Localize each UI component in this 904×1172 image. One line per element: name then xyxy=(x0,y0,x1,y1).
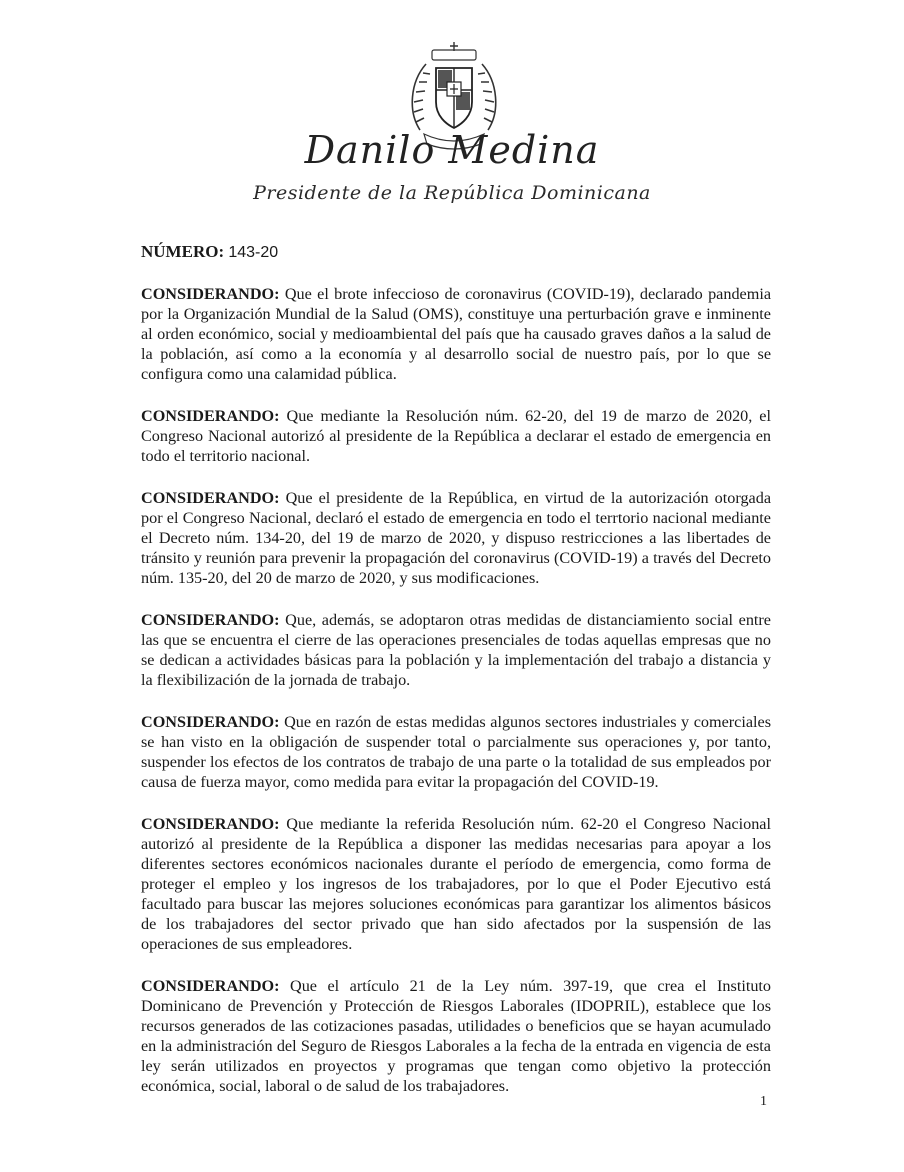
page-number: 1 xyxy=(760,1094,767,1109)
decree-number-value: 143-20 xyxy=(228,244,279,261)
paragraph-text: Que el presidente de la República, en virtud de la autorización otorgada por el Congreso Nacional, declaró el estado de emergencia en todo el terrtorio nacional mediante el Decreto núm. 134-20, del 19 de marzo de 2020, y dispuso restricciones a las libertades de tránsito y reunión para prevenir la propagación del coronavirus (COVID-19) a través del Decreto núm. 135-20, del 20 de marzo de 2020, y sus modificaciones. xyxy=(141,489,771,587)
letterhead-title: Presidente de la República Dominicana xyxy=(253,182,651,204)
paragraph-text: Que, además, se adoptaron otras medidas de distanciamiento social entre las que se encuentra el cierre de las operaciones presenciales de todas aquellas empresas que no se dedican a actividades básicas para la población y la implementación del trabajo a distancia y la flexibilización de la jornada de trabajo. xyxy=(141,611,771,689)
decree-number-label: NÚMERO: xyxy=(141,242,225,261)
considerando-paragraph xyxy=(141,712,771,792)
considerando-paragraph xyxy=(141,976,771,1096)
considerando-paragraph xyxy=(141,284,771,384)
considerando-paragraph xyxy=(141,814,771,954)
paragraph-keyword: CONSIDERANDO: xyxy=(141,977,280,995)
paragraph-text: Que mediante la Resolución núm. 62-20, del 19 de marzo de 2020, el Congreso Nacional autorizó al presidente de la República a declarar el estado de emergencia en todo el territorio nacional. xyxy=(141,407,771,465)
paragraph-text: Que en razón de estas medidas algunos sectores industriales y comerciales se han visto en la obligación de suspender total o parcialmente sus operaciones y, por tanto, suspender los efectos de los contratos de trabajo de una parte o la totalidad de sus empleados por causa de fuerza mayor, como medida para evitar la propagación del COVID-19. xyxy=(141,713,771,791)
paragraph-text: Que el brote infeccioso de coronavirus (COVID-19), declarado pandemia por la Organización Mundial de la Salud (OMS), constituye una perturbación grave e inminente al orden económico, social y medioambiental del país que ha causado graves daños a la salud de la población, así como a la economía y al desarrollo social de nuestro país, por lo que se configura como una calamidad pública. xyxy=(141,285,772,383)
letterhead-name: Danilo Medina xyxy=(304,128,600,172)
paragraph-text: Que mediante la referida Resolución núm. 62-20 el Congreso Nacional autorizó al presidente de la República a disponer las medidas necesarias para apoyar a los diferentes sectores económicos nacionales durante el período de emergencia, como forma de proteger el empleo y los ingresos de los trabajadores, por lo que el Poder Ejecutivo está facultado para buscar las mejores soluciones económicas para garantizar los alimentos básicos de los trabajadores del sector privado que han sido afectados por la suspensión de las operaciones de sus empleadores. xyxy=(141,815,771,953)
paragraph-keyword: CONSIDERANDO: xyxy=(141,285,280,303)
paragraph-keyword: CONSIDERANDO: xyxy=(141,713,280,731)
considerando-paragraph xyxy=(141,406,771,466)
paragraph-text: Que el artículo 21 de la Ley núm. 397-19, que crea el Instituto Dominicano de Prevención y Protección de Riesgos Laborales (IDOPRIL), establece que los recursos generados de las cotizaciones pasadas, utilidades o beneficios que se hayan acumulado en la administración del Seguro de Riesgos Laborales a la fecha de la entrada en vigencia de esta ley serán utilizados en proyectos y programas que tengan como objetivo la protección económica, social, laboral o de salud de los trabajadores. xyxy=(141,977,771,1095)
document-body xyxy=(141,284,771,1118)
paragraph-keyword: CONSIDERANDO: xyxy=(141,407,280,425)
paragraph-keyword: CONSIDERANDO: xyxy=(141,611,280,629)
decree-number-line xyxy=(141,242,278,262)
paragraph-keyword: CONSIDERANDO: xyxy=(141,489,280,507)
considerando-paragraph xyxy=(141,488,771,588)
considerando-paragraph xyxy=(141,610,771,690)
paragraph-keyword: CONSIDERANDO: xyxy=(141,815,280,833)
